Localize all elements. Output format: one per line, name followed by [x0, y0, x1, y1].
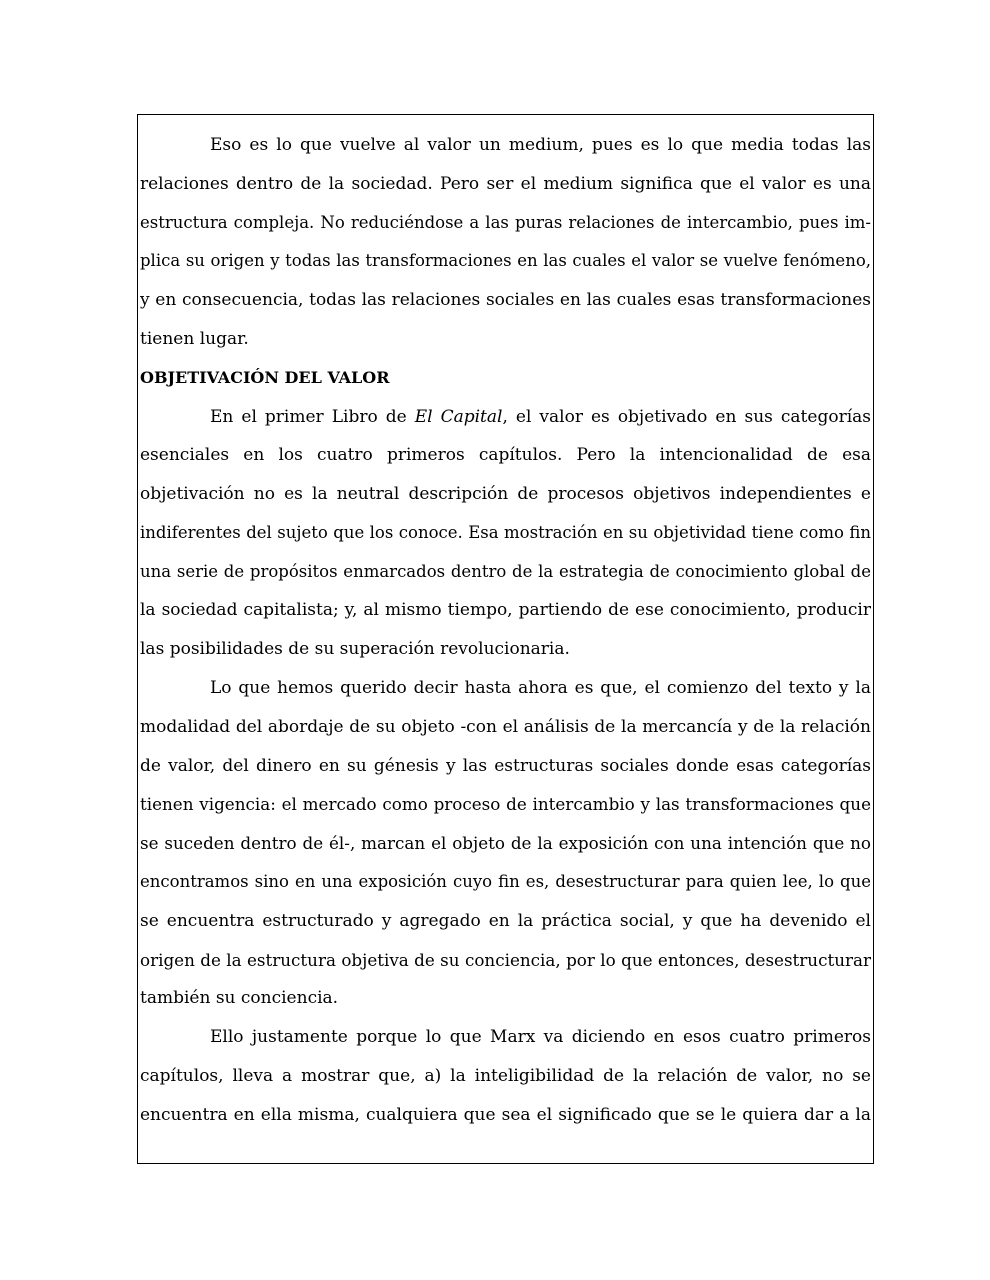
paragraph-1-line-4: plica su origen y todas las transformaciones en las cuales el valor se vuelve fenómeno,	[140, 251, 871, 270]
paragraph-2-line-1-before: En el primer Libro de	[210, 407, 415, 427]
paragraph-1-line-1: Eso es lo que vuelve al valor un medium, pues es lo que media todas las	[210, 135, 871, 155]
paragraph-3-line-6: encontramos sino en una exposición cuyo fin es, desestructurar para quien lee, lo que	[140, 872, 871, 891]
paragraph-3-line-1: Lo que hemos querido decir hasta ahora es que, el comienzo del texto y la	[210, 678, 871, 698]
paragraph-4-line-1: Ello justamente porque lo que Marx va diciendo en esos cuatro primeros	[210, 1027, 871, 1047]
section-heading: OBJETIVACIÓN DEL VALOR	[140, 368, 390, 387]
paragraph-2-line-1	[210, 407, 871, 427]
paragraph-2-line-2: esenciales en los cuatro primeros capítulos. Pero la intencionalidad de esa	[140, 445, 871, 465]
paragraph-4-line-2: capítulos, lleva a mostrar que, a) la inteligibilidad de la relación de valor, no se	[140, 1066, 871, 1086]
paragraph-3-line-9: también su conciencia.	[140, 988, 339, 1008]
paragraph-4-line-3: encuentra en ella misma, cualquiera que sea el significado que se le quiera dar a la	[140, 1105, 871, 1125]
paragraph-3-line-5: se suceden dentro de él-, marcan el objeto de la exposición con una intención que no	[140, 833, 871, 853]
paragraph-1-line-6: tienen lugar.	[140, 329, 249, 349]
book-title-italic: El Capital	[414, 407, 503, 427]
paragraph-3-line-3: de valor, del dinero en su génesis y las estructuras sociales donde esas categorías	[140, 756, 871, 776]
paragraph-2-line-3: objetivación no es la neutral descripción de procesos objetivos independientes e	[140, 484, 871, 504]
paragraph-2-line-5: una serie de propósitos enmarcados dentro de la estrategia de conocimiento global de	[140, 562, 871, 581]
paragraph-1-line-2: relaciones dentro de la sociedad. Pero ser el medium significa que el valor es una	[140, 174, 871, 194]
paragraph-2-line-1-after: , el valor es objetivado en sus categorías	[502, 407, 871, 427]
paragraph-1-line-3: estructura compleja. No reduciéndose a las puras relaciones de intercambio, pues im-	[140, 213, 871, 232]
paragraph-2-line-4: indiferentes del sujeto que los conoce. Esa mostración en su objetividad tiene como fin	[140, 523, 871, 542]
paragraph-3-line-4: tienen vigencia: el mercado como proceso de intercambio y las transformaciones que	[140, 794, 871, 814]
paragraph-3-line-2: modalidad del abordaje de su objeto -con el análisis de la mercancía y de la relación	[140, 717, 871, 737]
paragraph-3-line-8: origen de la estructura objetiva de su conciencia, por lo que entonces, desestructurar	[140, 950, 871, 970]
paragraph-2-line-7: las posibilidades de su superación revolucionaria.	[140, 639, 570, 659]
paragraph-2-line-6: la sociedad capitalista; y, al mismo tiempo, partiendo de ese conocimiento, producir	[140, 600, 871, 620]
paragraph-1-line-5: y en consecuencia, todas las relaciones sociales en las cuales esas transformaciones	[140, 290, 871, 310]
paragraph-3-line-7: se encuentra estructurado y agregado en la práctica social, y que ha devenido el	[140, 911, 871, 931]
